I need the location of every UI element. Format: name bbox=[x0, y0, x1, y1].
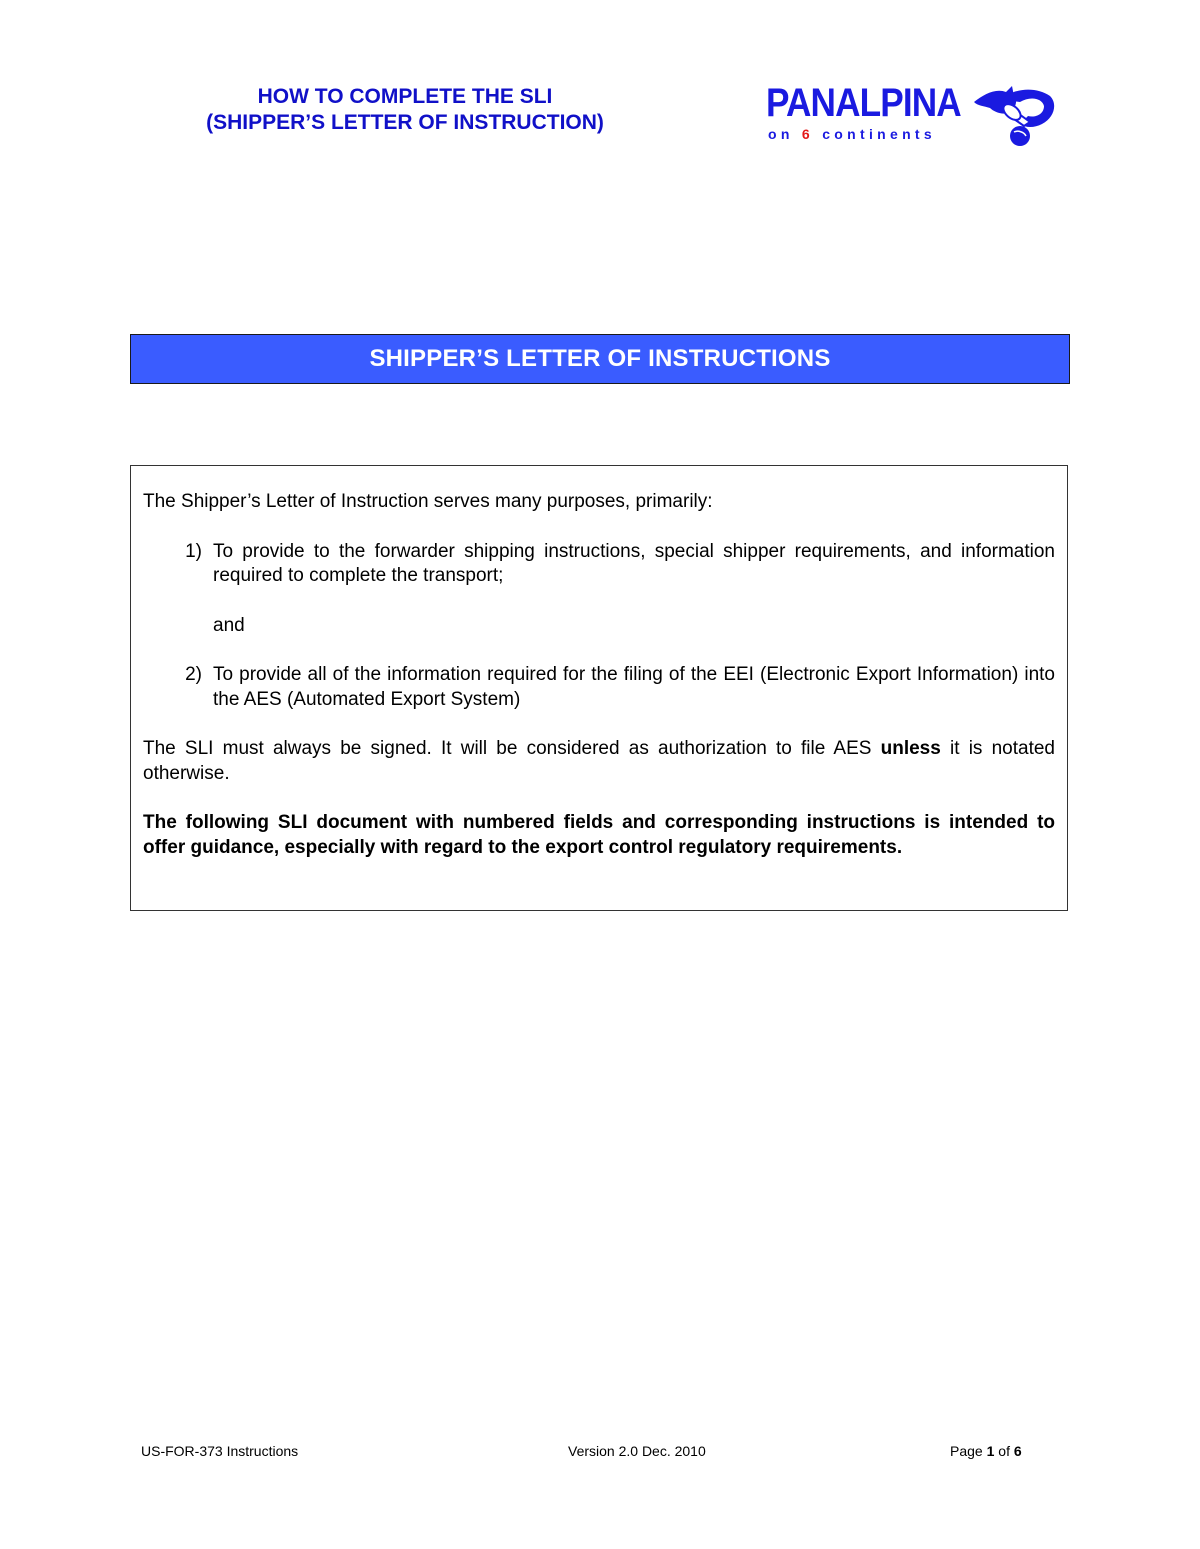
list-item-2 bbox=[143, 663, 1055, 712]
list-item-number: 2) bbox=[185, 664, 202, 685]
instructions-box bbox=[130, 465, 1068, 911]
footer-form-id: US-FOR-373 Instructions bbox=[141, 1443, 299, 1459]
logo-tagline-number: 6 bbox=[801, 126, 814, 142]
intro-paragraph: The Shipper’s Letter of Instruction serves many purposes, primarily: bbox=[143, 491, 713, 512]
document-title bbox=[170, 84, 640, 136]
signature-text-emphasis: unless bbox=[880, 738, 941, 759]
logo-tagline-suffix: continents bbox=[814, 126, 936, 142]
list-item-number: 1) bbox=[185, 540, 202, 562]
document-title-line-2: (SHIPPER’S LETTER OF INSTRUCTION) bbox=[206, 111, 604, 134]
signature-text-end: it is notated otherwise. bbox=[143, 738, 1055, 784]
guidance-paragraph: The following SLI document with numbered fields and corresponding instructions is intended to offer guidance, especially with regard to the export control regulatory requirements. bbox=[143, 812, 1055, 858]
globe-bird-icon bbox=[972, 82, 1058, 148]
footer-page-number bbox=[950, 1442, 1022, 1460]
footer-page-current: 1 bbox=[986, 1443, 995, 1459]
section-banner-title: SHIPPER’S LETTER OF INSTRUCTIONS bbox=[369, 345, 831, 372]
footer-page-total: 6 bbox=[1013, 1443, 1022, 1459]
logo-wordmark: PANALPINA bbox=[766, 81, 961, 125]
logo-tagline bbox=[768, 126, 936, 142]
footer-page-of: of bbox=[994, 1443, 1014, 1459]
document-title-line-1: HOW TO COMPLETE THE SLI bbox=[257, 85, 553, 108]
list-item-1 bbox=[143, 540, 1055, 589]
footer-page-label: Page bbox=[950, 1443, 987, 1459]
panalpina-logo bbox=[766, 82, 1066, 148]
signature-requirement-paragraph bbox=[143, 737, 1055, 786]
list-item-text: To provide all of the information required for the filing of the EEI (Electronic Export Information) into the AES (Automated Export System) bbox=[213, 664, 1055, 710]
signature-text-start: The SLI must always be signed. It will be considered as authorization to file AES bbox=[143, 738, 881, 759]
list-item-text: To provide to the forwarder shipping instructions, special shipper requirements, and information required to complete the transport; bbox=[213, 540, 1055, 586]
conjunction-text: and bbox=[213, 614, 245, 636]
footer-version: Version 2.0 Dec. 2010 bbox=[568, 1443, 706, 1459]
section-banner bbox=[130, 334, 1070, 384]
logo-tagline-prefix: on bbox=[768, 126, 802, 142]
